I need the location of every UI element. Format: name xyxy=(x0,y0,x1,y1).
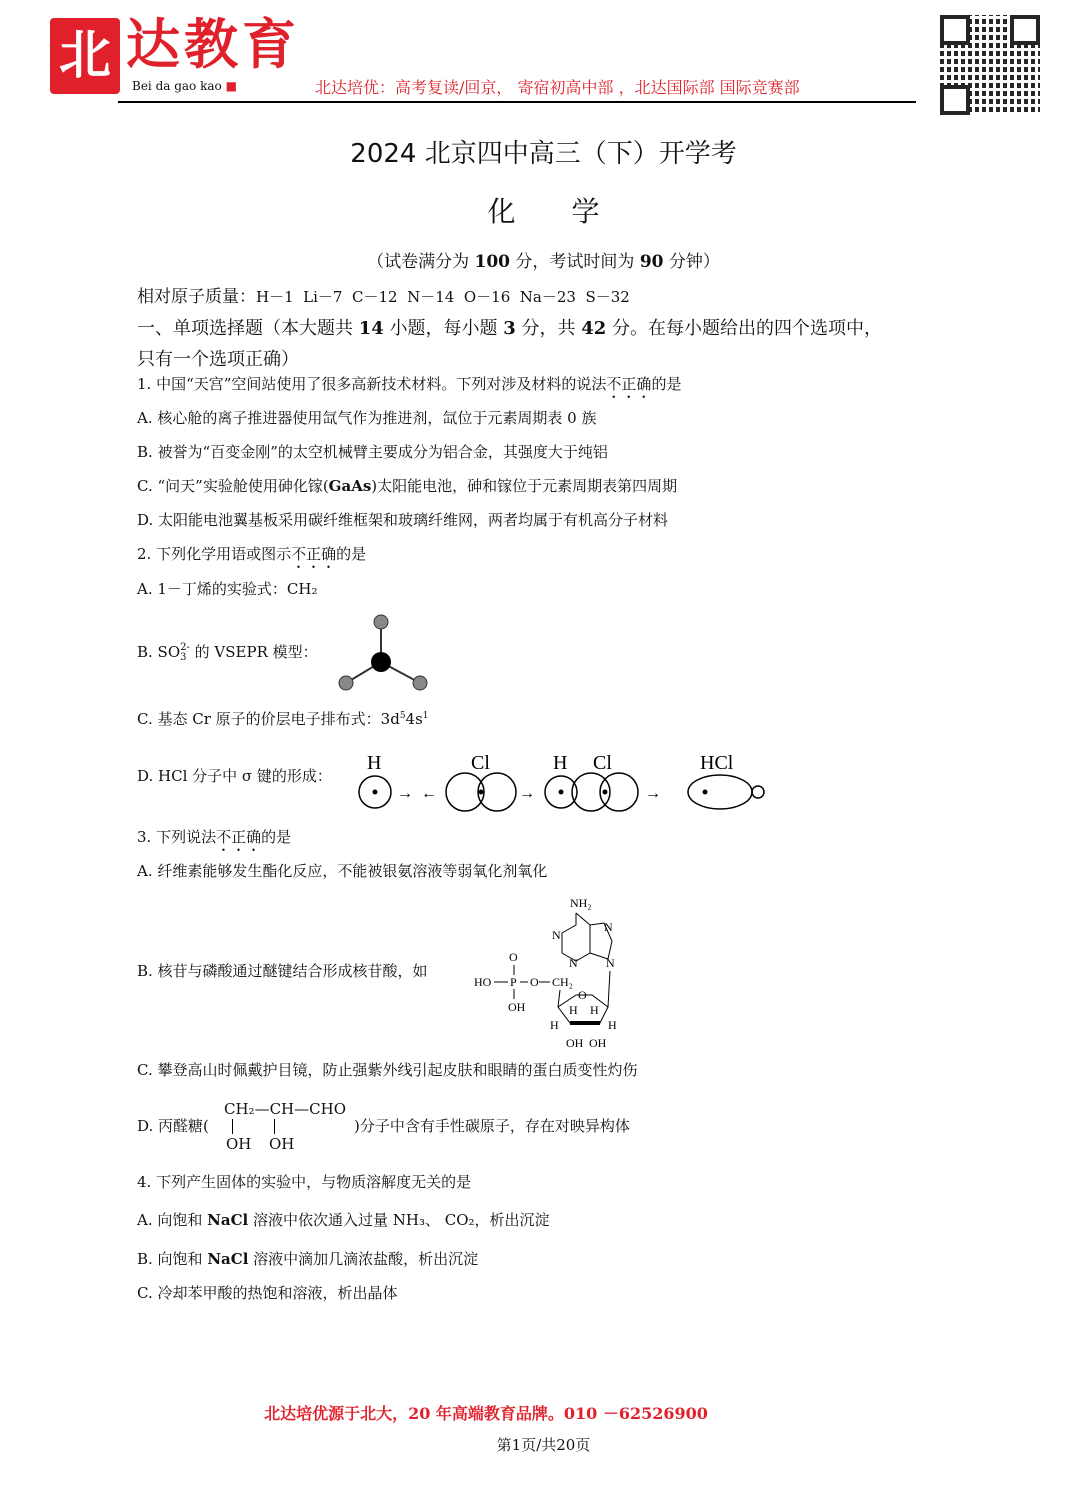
exam-info: （试卷满分为 100 分，考试时间为 90 分钟） xyxy=(367,252,720,272)
svg-text:CH₂: CH₂ xyxy=(552,975,573,989)
svg-text:H: H xyxy=(608,1018,617,1032)
svg-text:OH: OH xyxy=(566,1036,584,1050)
svg-text:H: H xyxy=(550,1018,559,1032)
label-cl2: Cl xyxy=(593,752,612,774)
q2-option-a: A. 1－丁烯的实验式：CH₂ xyxy=(137,580,318,598)
svg-text:N: N xyxy=(604,920,613,934)
svg-text:N: N xyxy=(606,956,615,970)
svg-text:OH: OH xyxy=(589,1036,607,1050)
q3-option-c: C. 攀登高山时佩戴护目镜，防止强紫外线引起皮肤和眼睛的蛋白质变性灼伤 xyxy=(137,1061,638,1079)
q2-option-c: C. 基态 Cr 原子的价层电子排布式：$3d^54s^1$ xyxy=(137,710,429,728)
svg-text:→: → xyxy=(397,785,413,802)
q1-option-d: D. 太阳能电池翼基板采用碳纤维框架和玻璃纤维网，两者均属于有机高分子材料 xyxy=(137,511,669,529)
logo-text: 达教育 xyxy=(126,12,300,76)
nucleotide-structure-diagram xyxy=(472,893,632,1053)
svg-text:HO: HO xyxy=(474,975,492,989)
svg-text:NH₂: NH₂ xyxy=(570,896,592,910)
q3-option-a: A. 纤维素能够发生酯化反应，不能被银氨溶液等弱氧化剂氧化 xyxy=(137,862,548,880)
q1-option-a: A. 核心舱的离子推进器使用氙气作为推进剂，氙位于元素周期表 0 族 xyxy=(137,409,597,427)
q1-option-c: C. “问天”实验舱使用砷化镓(GaAs)太阳能电池，砷和镓位于元素周期表第四周期 xyxy=(137,477,678,495)
q2-option-b: B. SO2- 3 的 VSEPR 模型： xyxy=(137,642,318,663)
svg-text:O: O xyxy=(578,988,587,1002)
header-slogan: 北达培优：高考复读/回京， 寄宿初高中部 ，北达国际部 国际竞赛部 xyxy=(315,78,800,97)
q4-option-a: A. 向饱和 NaCl 溶液中依次通入过量 NH₃、 CO₂，析出沉淀 xyxy=(137,1211,550,1229)
svg-text:O: O xyxy=(509,950,518,964)
label-h2: H xyxy=(553,752,568,774)
logo-char: 北 xyxy=(58,25,111,86)
q3-option-b: B. 核苷与磷酸通过醚键结合形成核苷酸，如 xyxy=(137,962,428,980)
footer-ad: 北达培优源于北大，20 年高端教育品牌。010 －62526900 xyxy=(264,1404,708,1423)
label-hcl: HCl xyxy=(700,752,734,774)
svg-text:O: O xyxy=(530,975,539,989)
question-2-stem: 2. 下列化学用语或图示不正确的是 xyxy=(137,545,367,563)
q3-option-d-suffix: )分子中含有手性碳原子，存在对映异构体 xyxy=(354,1117,630,1135)
q4-option-b: B. 向饱和 NaCl 溶液中滴加几滴浓盐酸，析出沉淀 xyxy=(137,1250,479,1268)
exam-title: 2024 北京四中高三（下）开学考 xyxy=(350,139,737,169)
svg-text:→: → xyxy=(519,785,535,802)
question-3-stem: 3. 下列说法不正确的是 xyxy=(137,828,292,846)
page-number: 第1页/共20页 xyxy=(496,1436,591,1454)
atomic-mass: 相对原子质量：H－1 Li－7 C－12 N－14 O－16 Na－23 S－32 xyxy=(137,287,630,307)
vsepr-model-diagram xyxy=(330,612,440,694)
question-4-stem: 4. 下列产生固体的实验中，与物质溶解度无关的是 xyxy=(137,1173,472,1191)
q1-option-b: B. 被誉为“百变金刚”的太空机械臂主要成分为铝合金，其强度大于纯铝 xyxy=(137,443,608,461)
label-cl: Cl xyxy=(471,752,490,774)
sigma-bond-diagram xyxy=(355,745,775,815)
glyceraldehyde-formula: CH₂—CH—CHO OH OH xyxy=(224,1100,346,1153)
qr-code xyxy=(940,15,1040,115)
q4-option-c: C. 冷却苯甲酸的热饱和溶液，析出晶体 xyxy=(137,1284,398,1302)
header-rule xyxy=(118,101,916,103)
logo xyxy=(50,18,120,94)
logo-subtitle: Bei da gao kao ■ xyxy=(132,79,237,93)
section-heading: 一、单项选择题（本大题共 14 小题，每小题 3 分，共 42 分。在每小题给出的四个选项中， xyxy=(137,318,883,339)
q3-option-d-prefix: D. 丙醛糖( xyxy=(137,1117,209,1135)
label-h: H xyxy=(367,752,382,774)
svg-text:OH: OH xyxy=(508,1000,526,1014)
svg-text:←: ← xyxy=(421,785,437,802)
question-1-stem: 1. 中国“天宫”空间站使用了很多高新技术材料。下列对涉及材料的说法不正确的是 xyxy=(137,375,682,393)
svg-text:→: → xyxy=(645,785,661,802)
q2-option-d: D. HCl 分子中 σ 键的形成： xyxy=(137,767,332,785)
svg-text:P: P xyxy=(510,975,517,989)
svg-text:H: H xyxy=(569,1003,578,1017)
svg-text:N: N xyxy=(552,928,561,942)
svg-text:N: N xyxy=(569,956,578,970)
svg-text:H: H xyxy=(590,1003,599,1017)
section-heading-line2: 只有一个选项正确） xyxy=(137,349,299,370)
subject-title: 化 学 xyxy=(487,195,600,228)
